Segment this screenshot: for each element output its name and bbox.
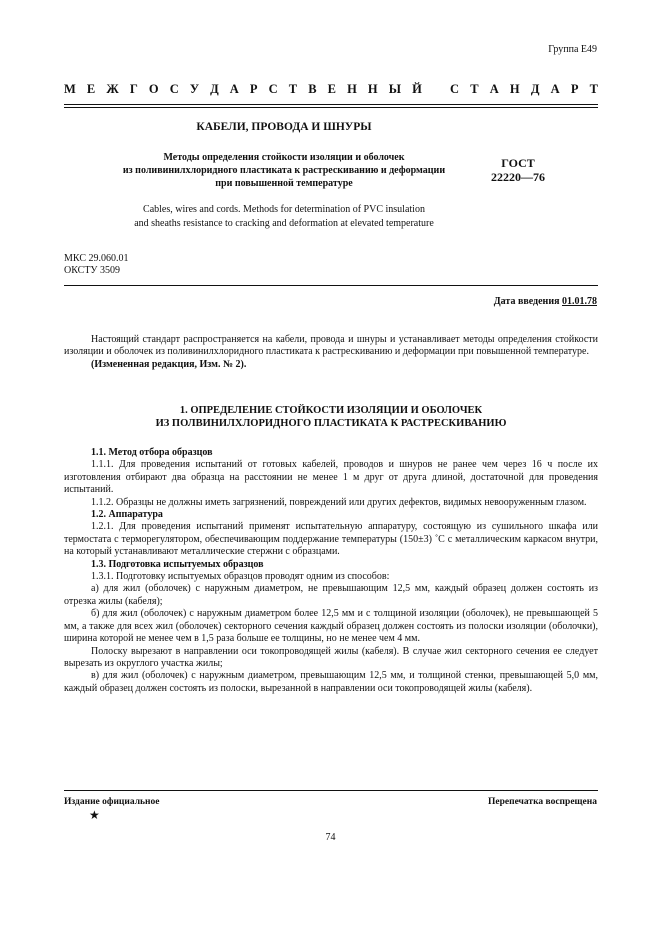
clause-1-3-1-v: в) для жил (оболочек) с наружным диаметром, превышающим 12,5 мм, и толщиной стенки, превышающей 5,0 мм, каждый образец должен состоять из полоски, вырезанной в направлении оси токопроводящей жилы (кабеля).: [64, 670, 598, 694]
english-title-line-2: and sheaths resistance to cracking and deformation at elevated temperature: [134, 218, 434, 229]
banner-letter: Ж: [106, 82, 119, 96]
banner-letter: А: [489, 82, 499, 96]
banner-word-standard: [450, 82, 598, 97]
subsection-1-2-heading: 1.2. Аппаратура: [91, 509, 163, 521]
banner-letter: Т: [288, 82, 298, 96]
document-title: КАБЕЛИ, ПРОВОДА И ШНУРЫ: [196, 121, 372, 133]
section-1-heading-line-2: ИЗ ПОЛВИНИЛХЛОРИДНОГО ПЛАСТИКАТА К РАСТРЕСКИВАНИЮ: [155, 418, 507, 429]
intro-date-value: 01.01.78: [562, 296, 597, 307]
clause-1-3-1-a: а) для жил (оболочек) с наружным диаметром, не превышающим 12,5 мм, каждый образец должен состоять из отрезка жилы (кабеля);: [64, 583, 598, 607]
intro-amendment: (Измененная редакция, Изм. № 2).: [91, 358, 247, 370]
banner-letter: Р: [249, 82, 258, 96]
banner-letter: Ы: [388, 82, 402, 96]
banner-letter: Т: [589, 82, 598, 96]
clause-1-1-1: 1.1.1. Для проведения испытаний от готовых кабелей, проводов и шнуров не ранее чем через 16 ч после их изготовления отбирают два образца на расстоянии не менее 1 м друг от друга длиной, достаточной для проведения испытаний.: [64, 459, 598, 496]
banner-letter: С: [450, 82, 460, 96]
classification-codes: [64, 253, 128, 277]
banner-letter: С: [169, 82, 179, 96]
intro-paragraph: Настоящий стандарт распространяется на кабели, провода и шнуры и устанавливает методы определения стойкости изоляции и оболочек из поливинилхлоридного пластиката к растрескиванию и деформации при повышенной температуре.: [64, 334, 598, 358]
gost-designation: [478, 156, 558, 184]
clause-1-3-1-strip: Полоску вырезают в направлении оси токопроводящей жилы (кабеля). В случае жил секторного сечения ее следует вырезать из округлого участка жилы;: [64, 645, 598, 669]
banner-rule-bottom: [64, 107, 598, 108]
banner-letter: Т: [470, 82, 479, 96]
english-title-line-1: Cables, wires and cords. Methods for determination of PVC insulation: [143, 204, 425, 215]
banner-letter: Д: [530, 82, 540, 96]
banner-letter: Н: [367, 82, 378, 96]
gost-number: 22220—76: [491, 170, 545, 184]
reprint-prohibited-note: Перепечатка воспрещена: [487, 797, 597, 807]
banner-letter: Г: [129, 82, 138, 96]
banner-letter: А: [550, 82, 560, 96]
intro-block: [64, 334, 598, 371]
banner-letter: У: [189, 82, 199, 96]
subsection-1-3-heading: 1.3. Подготовка испытуемых образцов: [91, 558, 264, 570]
group-code: Группа Е49: [548, 44, 597, 55]
banner-letter: Р: [570, 82, 579, 96]
standard-banner: [64, 82, 598, 97]
banner-letter: М: [64, 82, 76, 96]
subtitle-line-3: при повышенной температуре: [215, 178, 353, 189]
footer-divider: [64, 790, 598, 791]
banner-letter: Е: [327, 82, 336, 96]
page-number: 74: [325, 832, 336, 843]
banner-letter: Н: [509, 82, 520, 96]
header-divider: [64, 285, 598, 286]
banner-word-interstate: [64, 82, 422, 97]
section-1-body: [64, 447, 598, 695]
banner-rule-top: [64, 104, 598, 105]
banner-letter: С: [268, 82, 278, 96]
section-1-heading: [64, 404, 598, 430]
banner-letter: О: [148, 82, 159, 96]
okstu-code: ОКСТУ 3509: [64, 265, 121, 276]
gost-label: ГОСТ: [501, 156, 535, 170]
introduction-date: [494, 296, 597, 307]
subsection-1-1-heading: 1.1. Метод отбора образцов: [91, 447, 213, 458]
mks-code: МКС 29.060.01: [64, 253, 129, 264]
document-subtitle: [64, 151, 504, 190]
clause-1-1-2: 1.1.2. Образцы не должны иметь загрязнений, повреждений или других дефектов, видимых невооруженным глазом.: [91, 496, 587, 508]
official-edition-note: Издание официальное: [64, 797, 160, 807]
intro-date-label: Дата введения: [493, 296, 560, 307]
english-title: [64, 203, 504, 231]
banner-letter: Н: [347, 82, 357, 96]
subtitle-line-2: из поливинилхлоридного пластиката к растрескиванию и деформации: [122, 165, 446, 176]
banner-letter: А: [229, 82, 239, 96]
banner-letter: Й: [412, 82, 422, 96]
clause-1-3-1: 1.3.1. Подготовку испытуемых образцов проводят одним из способов:: [91, 571, 390, 583]
banner-letter: Д: [210, 82, 219, 96]
clause-1-3-1-b: б) для жил (оболочек) с наружным диаметром более 12,5 мм и с толщиной изоляции (оболочек), не превышающей 5 мм, а также для всех жил (оболочек) секторного сечения каждый образец должен состоять из полоски изоляции (оболочки), ширина которой не менее чем в 1,5 раза больше ее толщины, но не менее чем 4 мм.: [64, 608, 598, 645]
star-icon: ★: [89, 808, 100, 822]
banner-letter: Е: [86, 82, 96, 96]
banner-letter: В: [308, 82, 317, 96]
clause-1-2-1: 1.2.1. Для проведения испытаний применят испытательную аппаратуру, состоящую из сушильного шкафа или термостата с терморегулятором, обеспечивающим поддержание температуры (150±3) ˚С с металлическим каркасом внутри, на который устанавливают металлические стержни с образцами.: [64, 521, 598, 558]
section-1-heading-line-1: 1. ОПРЕДЕЛЕНИЕ СТОЙКОСТИ ИЗОЛЯЦИИ И ОБОЛОЧЕК: [179, 405, 483, 416]
subtitle-line-1: Методы определения стойкости изоляции и оболочек: [163, 152, 405, 163]
